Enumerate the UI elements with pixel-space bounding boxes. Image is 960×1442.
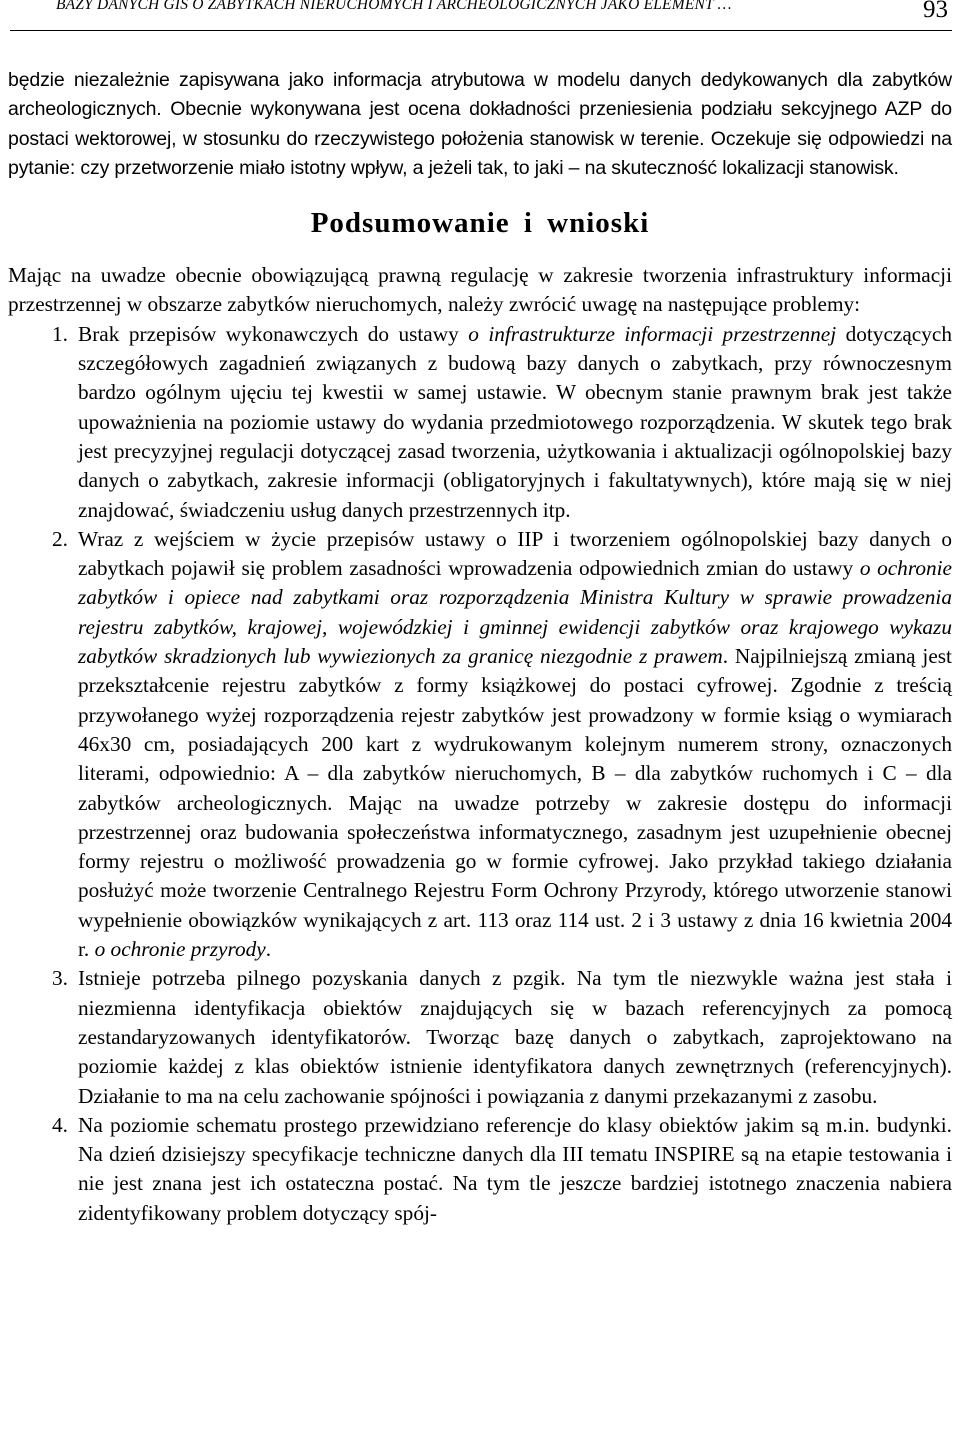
law-title-italic: o ochronie przyrody	[94, 937, 266, 962]
law-title-italic: o infrastrukturze informacji przestrzennej	[468, 321, 837, 346]
page-number: 93	[923, 0, 948, 23]
list-item-number: 3.	[52, 966, 68, 991]
list-item-text: Istnieje potrzeba pilnego pozyskania danych z pzgik. Na tym tle niezwykle ważna jest stała i niezmienna identyfikacja obiektów znajdujących się w bazach referencyjnych za pomocą zestandaryzowanych identyfikatorów. Tworząc bazę danych o zabytkach, zaprojektowano na poziomie każdej z klas obiektów istnienie identyfikatora danych zewnętrznych (referencyjnych). Działanie to ma na celu zachowanie spójności i powiązania z danymi przekazanymi z zasobu.	[78, 966, 952, 1108]
list-item-text: .	[265, 937, 272, 962]
page-body	[8, 66, 952, 1228]
running-header	[10, 0, 952, 31]
list-item-text: Brak przepisów wykonawczych do ustawy	[78, 321, 469, 346]
intro-paragraph: Mając na uwadze obecnie obowiązującą prawną regulację w zakresie tworzenia infrastruktury informacji przestrzennej w obszarze zabytków nieruchomych, należy zwrócić uwagę na następujące problemy:	[8, 263, 952, 317]
list-item-1	[8, 320, 952, 525]
list-item-number: 1.	[52, 321, 68, 346]
list-item-2	[8, 525, 952, 964]
section-heading: Podsumowanie i wnioski	[310, 207, 650, 240]
list-item-number: 2.	[52, 526, 68, 551]
list-item-text: dotyczących szczegółowych zagadnień związanych z budową bazy danych o zabytkach, przy równoczesnym bardzo ogólnym ujęciu tej kwestii w samej ustawie. W obecnym stanie prawnym brak jest także upoważnienia na poziomie ustawy do wydania przedmiotowego rozporządzenia. W skutek tego brak jest precyzyjnej regulacji dotyczącej zasad tworzenia, użytkowania i aktualizacji ogólnopolskiej bazy danych o zabytkach, zakresie informacji (obligatoryjnych i fakultatywnych), które mają się w niej znajdować, świadczeniu usług danych przestrzennych itp.	[78, 321, 953, 522]
continuation-paragraph: będzie niezależnie zapisywana jako informacja atrybutowa w modelu danych dedykowanych dla zabytków archeologicznych. Obecnie wykonywana jest ocena dokładności przeniesienia podziału sekcyjnego AZP do postaci wektorowej, w stosunku do rzeczywistego położenia stanowisk w terenie. Oczekuje się odpowiedzi na pytanie: czy przetworzenie miało istotny wpływ, a jeżeli tak, to jaki – na skuteczność lokalizacji stanowisk.	[8, 69, 952, 179]
list-item-text: . Najpilniejszą zmianą jest przekształcenie rejestru zabytków z formy książkowej do postaci cyfrowej. Zgodnie z treścią przywołanego wyżej rozporządzenia rejestr zabytków jest prowadzony w formie ksiąg o wymiarach 46x30 cm, posiadających 200 kart z wydrukowanym kolejnym numerem strony, oznaczonych literami, odpowiednio: A – dla zabytków nieruchomych, B – dla zabytków ruchomych i C – dla zabytków archeologicznych. Mając na uwadze potrzeby w zakresie dostępu do informacji przestrzennej oraz budowania społeczeństwa informatycznego, zasadnym jest uzupełnienie obecnej formy rejestru o możliwość prowadzenia go w formie cyfrowej. Jako przykład takiego działania posłużyć może tworzenie Centralnego Rejestru Form Ochrony Przyrody, którego utworzenie stanowi wypełnienie obowiązków wynikających z art. 113 oraz 114 ust. 2 i 3 ustawy z dnia 16 kwietnia 2004 r.	[78, 644, 952, 962]
problem-list	[8, 320, 952, 1228]
list-item-number: 4.	[52, 1112, 68, 1137]
list-item-4	[8, 1111, 952, 1228]
list-item-text: Na poziomie schematu prostego przewidziano referencje do klasy obiektów jakim są m.in. budynki. Na dzień dzisiejszy specyfikacje techniczne danych dla III tematu INSPIRE są na etapie testowania i nie jest znana jest ich ostateczna postać. Na tym tle jeszcze bardziej istotnego znaczenia nabiera zidentyfikowany problem dotyczący spój-	[78, 1112, 952, 1225]
list-item-text: Wraz z wejściem w życie przepisów ustawy o IIP i tworzeniem ogólnopolskiej bazy danych o zabytkach pojawił się problem zasadności wprowadzenia odpowiednich zmian do ustawy	[78, 526, 952, 581]
list-item-3	[8, 964, 952, 1110]
law-title-italic: o ochronie zabytków i opiece nad zabytkami oraz rozporządzenia Ministra Kultury w sprawie prowadzenia rejestru zabytków, krajowej, wojewódzkiej i gminnej ewidencji zabytków oraz krajowego wykazu zabytków skradzionych lub wywiezionych za granicę niezgodnie z prawem	[78, 556, 952, 669]
running-title: BAZY DANYCH GIS O ZABYTKACH NIERUCHOMYCH I ARCHEOLOGICZNYCH JAKO ELEMENT …	[56, 0, 732, 13]
